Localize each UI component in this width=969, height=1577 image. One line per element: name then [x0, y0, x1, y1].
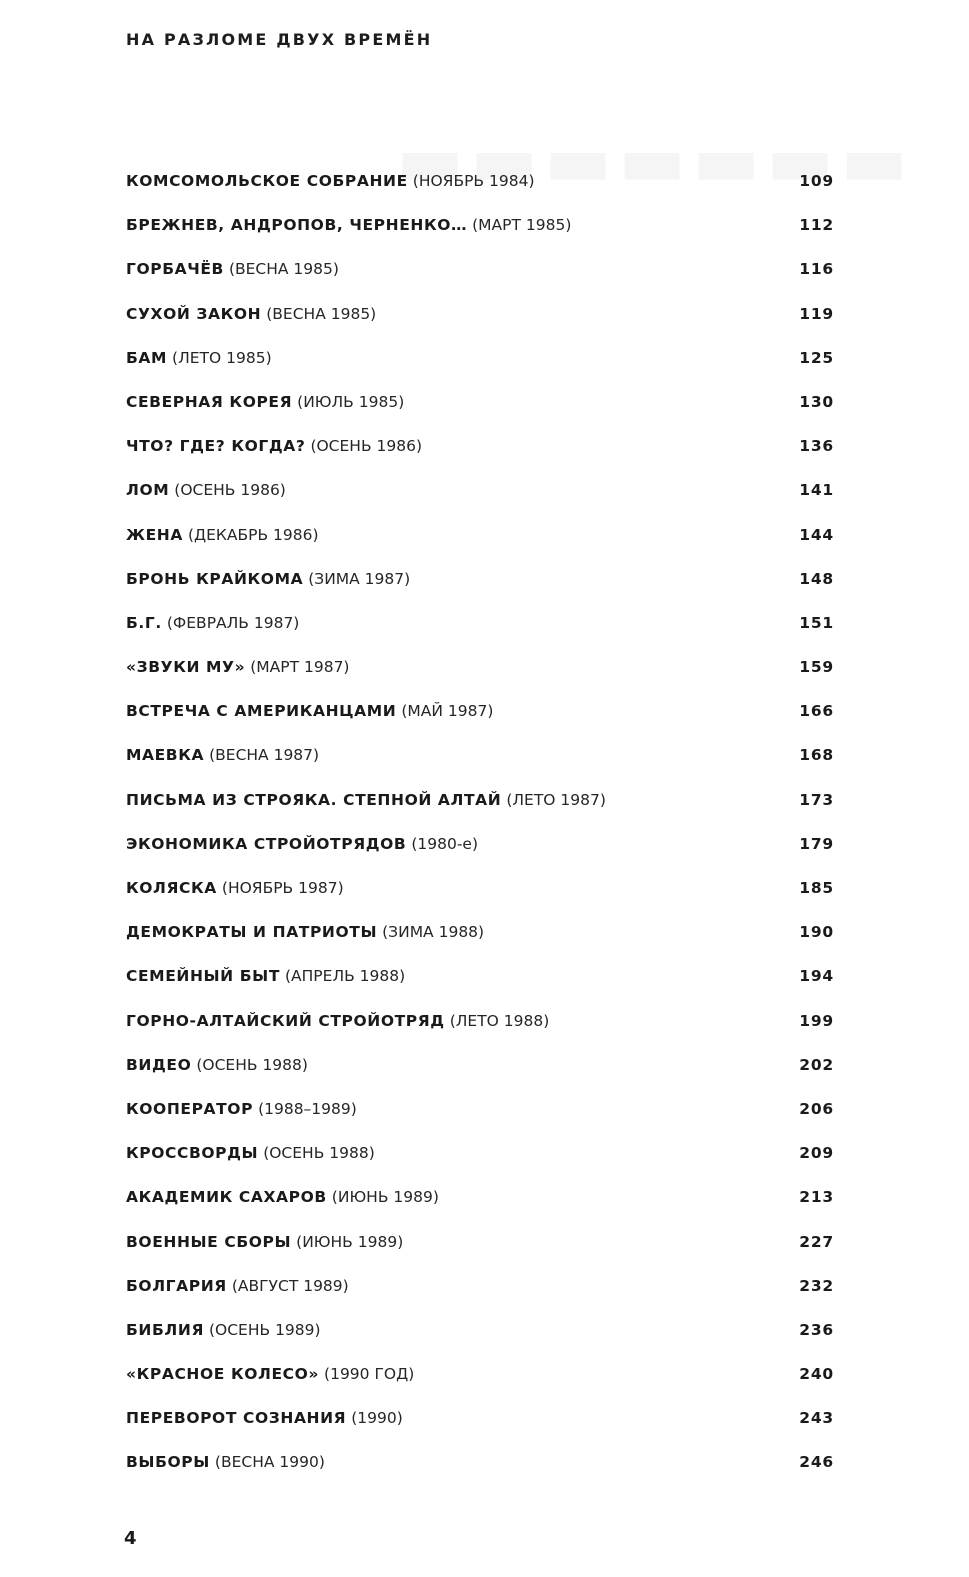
entry-page-number: 185	[799, 879, 834, 897]
entry-text	[126, 1184, 774, 1210]
entry-title: ВЫБОРЫ	[126, 1453, 210, 1472]
toc-entry	[126, 919, 834, 963]
entry-text	[126, 919, 774, 945]
entry-text	[126, 433, 774, 459]
entry-title: КООПЕРАТОР	[126, 1099, 254, 1118]
entry-text	[126, 1449, 774, 1475]
entry-page-number: 148	[799, 569, 834, 588]
toc-entry	[126, 389, 834, 433]
entry-date: (ЗИМА 1987)	[308, 569, 411, 588]
entry-text	[126, 256, 774, 282]
entry-date: (1990)	[351, 1409, 403, 1428]
entry-title: «КРАСНОЕ КОЛЕСО»	[126, 1365, 320, 1384]
entry-text	[126, 389, 774, 415]
entry-title: ГОРБАЧЁВ	[126, 260, 224, 279]
entry-date: (ДЕКАБРЬ 1986)	[187, 525, 319, 544]
entry-date: (МАРТ 1985)	[472, 216, 572, 235]
entry-text	[126, 1096, 774, 1122]
entry-date: (ИЮЛЬ 1985)	[297, 392, 405, 411]
entry-text	[126, 1052, 774, 1078]
toc-entry	[126, 345, 834, 389]
entry-title: БИБЛИЯ	[126, 1320, 204, 1339]
entry-text	[126, 168, 774, 194]
toc-entry	[126, 256, 834, 300]
entry-title: МАЕВКА	[126, 746, 205, 765]
entry-text	[126, 654, 774, 680]
entry-title: «ЗВУКИ МУ»	[126, 658, 246, 677]
entry-date: (ЛЕТО 1987)	[506, 790, 606, 809]
toc-entry	[126, 1361, 834, 1405]
entry-title: ЛОМ	[126, 481, 170, 500]
toc-entry	[126, 522, 834, 566]
entry-page-number: 209	[799, 1144, 834, 1163]
entry-page-number: 112	[799, 216, 834, 235]
entry-date: (ОСЕНЬ 1986)	[174, 481, 286, 500]
entry-title: ВСТРЕЧА С АМЕРИКАНЦАМИ	[126, 702, 397, 721]
toc-entry	[126, 1405, 834, 1449]
entry-page-number: 227	[799, 1232, 834, 1251]
entry-title: СЕМЕЙНЫЙ БЫТ	[126, 967, 280, 986]
entry-date: (ФЕВРАЛЬ 1987)	[166, 613, 300, 632]
entry-page-number: 151	[799, 613, 834, 632]
entry-page-number: 141	[799, 481, 834, 500]
entry-title: БРЕЖНЕВ, АНДРОПОВ, ЧЕРНЕНКО…	[126, 216, 468, 235]
entry-text	[126, 831, 774, 857]
toc-entry	[126, 787, 834, 831]
entry-page-number: 179	[799, 834, 834, 853]
entry-page-number: 109	[799, 172, 834, 190]
entry-date: (МАРТ 1987)	[250, 658, 350, 677]
entry-page-number: 125	[799, 348, 834, 367]
entry-page-number: 202	[799, 1055, 834, 1074]
toc-entry	[126, 654, 834, 698]
entry-text	[126, 698, 774, 724]
entry-page-number: 130	[799, 392, 834, 411]
entry-date: (ВЕСНА 1985)	[228, 260, 339, 279]
entry-text	[126, 1317, 774, 1343]
entry-title: КОЛЯСКА	[126, 879, 217, 897]
running-head: НА РАЗЛОМЕ ДВУХ ВРЕМЁН	[126, 30, 433, 49]
entry-title: ПИСЬМА ИЗ СТРОЯКА. СТЕПНОЙ АЛТАЙ	[126, 790, 502, 809]
toc-entry	[126, 477, 834, 521]
entry-date: (ЗИМА 1988)	[382, 923, 485, 942]
toc-entry	[126, 698, 834, 742]
entry-text	[126, 477, 774, 503]
toc-entry	[126, 1008, 834, 1052]
entry-date: (ВЕСНА 1990)	[214, 1453, 325, 1472]
entry-date: (ОСЕНЬ 1989)	[208, 1320, 321, 1339]
entry-title: АКАДЕМИК САХАРОВ	[126, 1188, 327, 1207]
entry-text	[126, 963, 774, 989]
entry-text	[126, 522, 774, 548]
entry-title: БОЛГАРИЯ	[126, 1276, 227, 1295]
entry-date: (ИЮНЬ 1989)	[296, 1232, 404, 1251]
entry-page-number: 232	[799, 1276, 834, 1295]
toc-entry	[126, 1184, 834, 1228]
entry-page-number: 236	[799, 1320, 834, 1339]
entry-page-number: 144	[799, 525, 834, 544]
entry-date: (ВЕСНА 1987)	[209, 746, 320, 765]
entry-title: Б.Г.	[126, 613, 162, 632]
entry-title: ГОРНО-АЛТАЙСКИЙ СТРОЙОТРЯД	[126, 1011, 445, 1030]
entry-text	[126, 1405, 774, 1431]
entry-page-number: 166	[799, 702, 834, 721]
entry-page-number: 199	[799, 1011, 834, 1030]
toc-entry	[126, 875, 834, 919]
entry-title: ВИДЕО	[126, 1055, 192, 1074]
entry-date: (НОЯБРЬ 1984)	[412, 172, 535, 190]
toc-entry	[126, 1317, 834, 1361]
toc-entry	[126, 168, 834, 212]
toc-entry	[126, 301, 834, 345]
entry-date: (ИЮНЬ 1989)	[331, 1188, 439, 1207]
entry-text	[126, 566, 774, 592]
entry-title: КРОССВОРДЫ	[126, 1144, 259, 1163]
toc-entry	[126, 566, 834, 610]
entry-title: КОМСОМОЛЬСКОЕ СОБРАНИЕ	[126, 172, 408, 190]
entry-date: (1990 ГОД)	[324, 1365, 415, 1384]
toc-entry	[126, 212, 834, 256]
entry-date: (НОЯБРЬ 1987)	[221, 879, 344, 897]
entry-date: (ВЕСНА 1985)	[266, 304, 377, 323]
toc-entry	[126, 831, 834, 875]
page-number: 4	[124, 1528, 137, 1549]
entry-page-number: 213	[799, 1188, 834, 1207]
table-of-contents	[126, 168, 834, 1494]
entry-date: (ОСЕНЬ 1986)	[310, 437, 423, 456]
entry-title: СУХОЙ ЗАКОН	[126, 304, 262, 323]
entry-page-number: 243	[799, 1409, 834, 1428]
toc-entry	[126, 963, 834, 1007]
toc-entry	[126, 1096, 834, 1140]
entry-date: (ЛЕТО 1988)	[449, 1011, 550, 1030]
entry-title: ЭКОНОМИКА СТРОЙОТРЯДОВ	[126, 834, 407, 853]
entry-page-number: 246	[799, 1453, 834, 1472]
entry-page-number: 240	[799, 1365, 834, 1384]
entry-page-number: 206	[799, 1099, 834, 1118]
toc-entry	[126, 1052, 834, 1096]
entry-title: ВОЕННЫЕ СБОРЫ	[126, 1232, 292, 1251]
entry-date: (1988–1989)	[258, 1099, 357, 1118]
entry-text	[126, 742, 774, 768]
entry-page-number: 116	[799, 260, 834, 279]
entry-page-number: 119	[799, 304, 834, 323]
entry-text	[126, 875, 774, 901]
entry-title: ДЕМОКРАТЫ И ПАТРИОТЫ	[126, 923, 378, 942]
entry-page-number: 159	[799, 658, 834, 677]
entry-text	[126, 1229, 774, 1255]
entry-text	[126, 1361, 774, 1387]
entry-date: (ЛЕТО 1985)	[172, 348, 272, 367]
entry-date: (АПРЕЛЬ 1988)	[285, 967, 406, 986]
toc-entry	[126, 1140, 834, 1184]
entry-page-number: 194	[799, 967, 834, 986]
entry-text	[126, 345, 774, 371]
entry-text	[126, 610, 774, 636]
entry-date: (ОСЕНЬ 1988)	[263, 1144, 375, 1163]
entry-page-number: 168	[799, 746, 834, 765]
entry-date: (ОСЕНЬ 1988)	[196, 1055, 308, 1074]
toc-entry	[126, 1229, 834, 1273]
toc-entry	[126, 433, 834, 477]
toc-entry	[126, 1449, 834, 1493]
entry-date: (АВГУСТ 1989)	[231, 1276, 349, 1295]
entry-text	[126, 1140, 774, 1166]
entry-date: (МАЙ 1987)	[401, 702, 494, 721]
toc-entry	[126, 1273, 834, 1317]
entry-text	[126, 787, 774, 813]
toc-entry	[126, 610, 834, 654]
entry-text	[126, 301, 774, 327]
entry-title: СЕВЕРНАЯ КОРЕЯ	[126, 392, 293, 411]
entry-title: ЖЕНА	[126, 525, 183, 544]
toc-entry	[126, 742, 834, 786]
entry-date: (1980-е)	[411, 834, 478, 853]
entry-page-number: 173	[799, 790, 834, 809]
entry-text	[126, 1273, 774, 1299]
entry-title: ЧТО? ГДЕ? КОГДА?	[126, 437, 306, 456]
entry-page-number: 136	[799, 437, 834, 456]
entry-page-number: 190	[799, 923, 834, 942]
entry-title: БАМ	[126, 348, 168, 367]
entry-text	[126, 1008, 774, 1034]
entry-title: ПЕРЕВОРОТ СОЗНАНИЯ	[126, 1409, 347, 1428]
entry-text	[126, 212, 774, 238]
entry-title: БРОНЬ КРАЙКОМА	[126, 569, 304, 588]
